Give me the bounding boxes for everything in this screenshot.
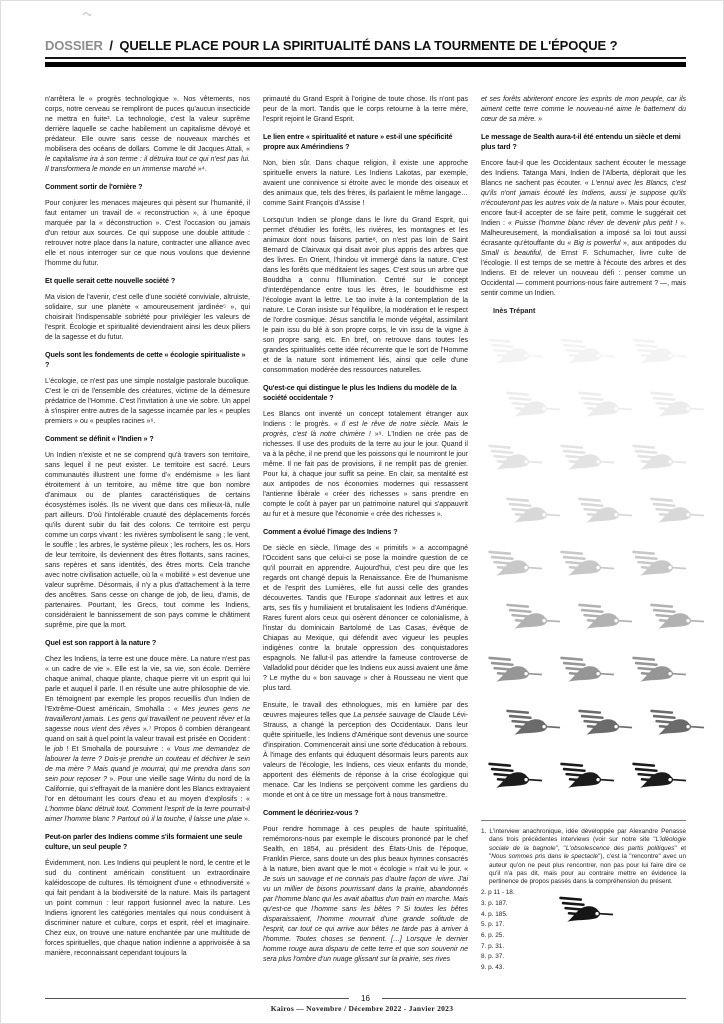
question-heading: Quel est son rapport à la nature ? [45, 638, 157, 647]
dossier-label: DOSSIER [45, 38, 103, 53]
body-paragraph: Pour rendre hommage à ces peuples de haute spiritualité, remémorons-nous par exemple le discours prononcé par le chef Sealth, en 1854, au président des États-Unis de l'époque, Franklin Pierce, sans doute un des plus beaux hymnes consacrés à la nature, bien avant que le mot « écologie » n'ait vu le jour. « Je suis un sauvage et ne connais pas d'autre façon de vivre. J'ai vu un millier de bisons pourrissant dans la prairie, abandonnés par l'homme blanc qui les avait abattus d'un train en marche. Mais qu'est-ce que l'homme sans les bêtes ? Si toutes les bêtes disparaissaient, l'homme mourrait d'une grande solitude de l'esprit, car tout ce qui arrive aux bêtes ne tarde pas à arriver à l'homme. Toutes choses se tiennent. […] Lorsque le dernier homme rouge aura disparu de cette terre et que son souvenir ne sera plus l'ombre d'un nuage glissant sur la prairie, ses rives [263, 826, 468, 963]
footnote-item: 5. p. 17. [481, 921, 505, 929]
body-paragraph: L'écologie, ce n'est pas une simple nostalgie pastorale bucolique. C'est le cri de l'ensemble des créatures, victime de la démesure prédatrice de l'Homme. C'est l'invitation à une vie sobre. Un appel à s'inspirer entre autres de la sagesse incarnée par les « peuples premiers » ou « peuples racines »⁶. [45, 378, 250, 425]
bird-icon [575, 387, 635, 421]
corner-print-mark-icon [82, 5, 92, 23]
bird-row [485, 546, 689, 580]
body-paragraph: Un Indien n'existe et ne se comprend qu'à travers son territoire, sans lequel il ne peut exister. Le territoire est sacré. Leurs communautés illustrent une forme d'« endémisme » les liant étroitement à un territoire, au même titre que bon nombre d'animaux ou de plantes caractéristiques de certains écosystèmes isolés. Ils ne vivent que dans ces milieux-là, nulle part ailleurs. D'où l'intolérable cruauté des déplacements forcés qu'ils durent subir du fait des colons. Ce territoire est perçu comme un corps vivant : les rivières symbolisent le sang ; le vent, le souffle ; les arbres, le système pileux ; les rochers, les os. Hors de leur territoire, ils deviennent des êtres flottants, sans racines, sans repères et sans identités, des êtres morts. Cela tranche avec notre civilisation actuelle, où la « mobilité » est devenue une valeur suprême. Désormais, il n'y a plus d'attachement à la terre des ancêtres. Sans cesse on change de job, de lieu, d'amis, de partenaires. Pourtant, les Grecs, tout comme les Indiens, considéraient le bannissement de son pays comme le châtiment suprême, pire que la mort. [45, 452, 250, 629]
question-heading: Comment se définit « l'Indien » ? [45, 434, 154, 443]
question-heading: Quels sont les fondements de cette « écologie spiritualiste » ? [45, 350, 246, 369]
bird-icon [503, 599, 563, 633]
question-heading: Le lien entre « spiritualité et nature » est-il une spécificité propre aux Amérindiens ? [263, 132, 453, 151]
footnote-item: 2. p 11 - 18. [481, 889, 515, 897]
article-title: QUELLE PLACE POUR LA SPIRITUALITÉ DANS LA TOURMENTE DE L'ÉPOQUE ? [119, 38, 618, 53]
body-paragraph: Les Blancs ont inventé un concept totalement étranger aux Indiens : le progrès. « Il est le rêve de notre siècle. Mais le progrès, c'est là notre chimère ! »⁹. L'Indien ne crée pas de richesses. Il use des produits de la terre au jour le jour. Quand il va à la pêche, il ne prend que les poissons qui le nourriront le jour même. Il ne fait pas de provisions, il ne remplit pas de grenier. Pour lui, à chaque jour suffit sa peine. En clair, sa mentalité est aux antipodes de nos économies modernes qui ressassent l'antienne libérale « créer des richesses » sans prendre en compte le coût à payer par un patrimoine naturel qui s'appauvrit au fur et à mesure que l'économie « crée des richesses ». [263, 411, 468, 518]
page-number-row [45, 994, 686, 1003]
footnote-item: 6. p. 25. [481, 931, 505, 939]
question-heading: Comment a évolué l'image des Indiens ? [263, 527, 398, 536]
bird-row [485, 758, 689, 792]
bird-row [503, 493, 707, 527]
question-heading: Comment sortir de l'ornière ? [45, 182, 143, 191]
body-paragraph: n'arrêtera le « progrès technologique ». Nos vêtements, nos corps, notre cerveau se rempliront de puces qu'aucun insecticide ne mettra en fuite³. La technologie, c'est la valeur suprême derrière laquelle se cache habilement un capitalisme dévoyé et prédateur. Elle ouvre sans cesse de nouveaux marchés et mobilisera des océans de dollars. Comme le dit Jacques Attali, « le capitalisme ira à son terme : il détruira tout ce qui n'est pas lui. Il transformera le monde en un immense marché »⁴. [45, 96, 250, 173]
bird-icon [503, 387, 563, 421]
body-paragraph: Encore faut-il que les Occidentaux sachent écouter le message des Indiens. Tatanga Mani, Indien de l'Alberta, déplorait que les Blancs ne sachent pas écouter. « L'ennui avec les Blancs, c'est qu'ils n'ont jamais écouté les Indiens, aussi je suppose qu'ils n'écouteront pas les autres voix de la nature ». Mais pour écouter, encore faut-il accepter de se faire petit, comme le suggérait cet Indien : « Puisse l'homme blanc rêver de devenir plus petit ! ». Malheureusement, la mondialisation a imposé sa loi tout aussi écrasante qu'étouffante du « Big is powerful », aux antipodes du Small is beautiful, de Ernst F. Schumacher, livre culte de l'écologie. Il est temps de se mettre à l'écoute des arbres et des Indiens. Et de relever un nouveau défi : penser comme un Occidental — comment pourrions-nous faire autrement ? —, mais sentir comme un Indien. [481, 160, 686, 297]
footnote-item: 7. p. 31. [481, 942, 505, 950]
footnote-item: 8. p. 37. [481, 953, 505, 961]
bird-icon [557, 652, 617, 686]
bird-icon [485, 440, 545, 474]
journal-issue-line: Kairos — Novembre / Décembre 2022 - Janvier 2023 [270, 1004, 454, 1013]
bird-icon [629, 334, 689, 368]
author-signature: Inès Trépant [493, 306, 536, 315]
body-paragraph: primauté du Grand Esprit à l'origine de toute chose. Ils n'ont pas peur de la mort. Tandis que le corps retourne à la terre mère, l'esprit rejoint le Grand Esprit. [263, 96, 468, 123]
footnote-divider [481, 820, 686, 821]
body-paragraph: Lorsqu'un Indien se plonge dans le livre du Grand Esprit, qui permet d'étudier les forêts, les rivières, les montagnes et les animaux dont nous faisons partie⁸, on n'est pas loin de Saint Bernard de Clairvaux qui disait avoir plus appris des arbres que des livres. En Orient, l'hindou vit immergé dans la nature. C'est dans les forêts que méditaient les sages. C'est sous un arbre que Bouddha a connu l'Illumination. Centré sur le concept d'interdépendance entre tous les êtres, le bouddhisme est l'écologie avant la lettre. Le tao invite à la contemplation de la nature. Le Coran insiste sur l'équilibre, la modération et le respect de l'ordre cosmique. Jésus sanctifia le monde végétal, assimilant le pain issu du blé à son propre corps, le vin issu de la vigne à son propre sang, etc. En bref, on retrouve dans toutes les grandes spiritualités cette idée récurrente que le sort de l'Homme et de la nature sont intimement liés, ainsi que celle d'une consommation modérée des ressources naturelles. [263, 217, 468, 374]
body-paragraph: Non, bien sûr. Dans chaque religion, il existe une approche spirituelle envers la nature. Les Indiens Lakotas, par exemple, avaient une connivence si étroite avec le monde des oiseaux et des animaux que, tels des frères, ils parlaient le même langage… comme Saint François d'Assise ! [263, 160, 468, 207]
bird-icon [485, 652, 545, 686]
bird-row [503, 599, 707, 633]
bird-icon [629, 758, 689, 792]
body-paragraph: Évidemment, non. Les Indiens qui peuplent le nord, le centre et le sud du continent américain constituent un extraordinaire kaléidoscope de cultures. Ils témoignent d'une « ethnodiversité » qui fait pendant à la biodiversité de la nature. Mais ils partagent un point commun : leur rapport fusionnel avec la nature. Les Indiens ignorent les catégories mentales qui nous conduisent à discriminer nature et culture, corps et esprit, réel et imaginaire. Chez eux, on trouve une nature enchantée par une multitude de forces spirituelles, que chaque nation indienne a apprivoisée à sa manière, reconnaissant cependant toujours la [45, 860, 250, 957]
bird-icon [629, 652, 689, 686]
bird-icon [647, 705, 707, 739]
bird-icon [557, 546, 617, 580]
footer-line-left [45, 998, 349, 999]
bird-icon [575, 599, 635, 633]
bird-icon [575, 493, 635, 527]
bird-row [485, 440, 689, 474]
body-paragraph: Chez les Indiens, la terre est une douce mère. La nature n'est pas « un cadre de vie ». Elle est la vie, sa vie, son école. Derrière chaque animal, chaque plante, chaque pierre vit un esprit qui lui parle et auquel il parle. Il en résulte une autre philosophie de vie. En témoignent par exemple les propos recueillis d'un Indien de l'Extrême-Ouest américain, Smohalla : « Mes jeunes gens ne travailleront jamais. Les gens qui travaillent ne peuvent rêver et la sagesse nous vient des rêves ».⁷ Propos ô combien dérangeant quand on sait à quel point la valeur travail est prisée en Occident : le job ! Et Smohalla de poursuivre : « Vous me demandez de labourer la terre ? Dois-je prendre un couteau et déchirer le sein de ma mère ? Mais quand je mourrai, qui me prendra dans son sein pour reposer ? ». Pour une vieille sage Wintu du nord de la Californie, qui s'effrayait de la manière dont les Blancs extrayaient l'or en détournant les cours d'eau et au moyen d'explosifs : « L'homme blanc détruit tout. Comment l'esprit de la terre pourrait-il aimer l'homme blanc ? Partout où il la touche, il laisse une plaie ». [45, 656, 251, 823]
bird-icon [557, 334, 617, 368]
bird-icon [485, 546, 545, 580]
page-number: 16 [361, 994, 370, 1003]
bird-icon [557, 440, 617, 474]
footnote-item: 1. L'interview anachronique, idée développée par Alexandre Penasse dans trois précédentes interviews (voir sur notre site "L'idéologie sociale de la bagnole", "L'obsolescence des partis politiques" et "Nous sommes pris dans le spectacle"), c'est la "rencontre" avec un auteur qu'on ne peut plus rencontrer, non pas pour lui faire dire ce qu'il n'a pas dit, mais pour au contraire mettre en évidence la pertinence de propos passés dans la compréhension du présent. [481, 828, 686, 886]
article-column-2 [263, 95, 468, 972]
bird-icon [485, 758, 545, 792]
article-column-1 [45, 95, 250, 966]
body-paragraph: Pour conjurer les menaces majeures qui pèsent sur l'humanité, il faut entamer un travail de « reconstruction », à une époque marquée par la « déconstruction ». C'est l'occasion ou jamais d'un retour aux sources. Ce qui suppose une double attitude : retrouver notre place dans la nature, contracter une alliance avec elle et nous interroger sur ce que nous voulons que devienne l'homme du futur. [45, 200, 250, 267]
footnote-item: 9. p. 43. [481, 964, 505, 972]
dossier-separator: / [109, 38, 113, 53]
bird-row [485, 334, 689, 368]
header-rule [45, 62, 686, 67]
bird-icon [647, 599, 707, 633]
bird-pattern [481, 334, 687, 812]
bird-icon [629, 546, 689, 580]
question-heading: Le message de Sealth aura-t-il été entendu un siècle et demi plus tard ? [481, 132, 681, 151]
body-paragraph: et ses forêts abriteront encore les esprits de mon peuple, car ils aiment cette terre comme le nouveau-né aime le battement du cœur de sa mère. » [481, 96, 686, 123]
bird-icon [485, 334, 545, 368]
article-column-3 [481, 95, 686, 316]
bird-icon [647, 493, 707, 527]
footer-line-right [382, 998, 686, 999]
footnote-item: 3. p. 187. [481, 899, 508, 907]
dossier-title-line [45, 38, 686, 59]
footnote-item: 4. p. 185. [481, 910, 508, 918]
body-paragraph: Ma vision de l'avenir, c'est celle d'une société conviviale, altruiste, solidaire, sur une planète « amoureusement jardinée⁵ », qui choisirait l'indispensable sobriété pour privilégier les valeurs de l'esprit. Écologie et spiritualité deviendraient ainsi les deux piliers de la sagesse et du futur. [45, 294, 250, 341]
question-heading: Comment le décririez-vous ? [263, 808, 359, 817]
bird-icon [503, 705, 563, 739]
bird-row [503, 705, 707, 739]
bird-icon [557, 758, 617, 792]
body-paragraph: De siècle en siècle, l'image des « primitifs » a accompagné l'Occident sans que celui-ci se pose la moindre question de ce qu'il pourrait en apprendre. Aujourd'hui, c'est peu dire que les regards ont changé depuis la Renaissance. Ère de l'humanisme et de l'esprit des Lumières, elle fut aussi celle des grandes découvertes. Tandis que l'Europe s'adonnait aux lettres et aux arts, ses fils y humiliaient et brutalisaient les Indiens d'Amérique. Rares furent alors ceux qui osèrent dénoncer ce colonialisme, à l'instar du dominicain Bartolomé de Las Casas, évêque de Chiapas au Mexique, qui défendit avec vigueur les peuples indigènes contre la brutale oppression des conquistadores espagnols. Ne fallut-il pas attendre la fameuse controverse de Valladolid pour décider que les Indiens eux aussi avaient une âme ? Le mythe du « bon sauvage » cher à Rousseau ne vient que plus tard. [263, 545, 468, 692]
question-heading: Qu'est-ce qui distingue le plus les Indiens du modèle de la société occidentale ? [263, 383, 457, 402]
bird-icon [575, 705, 635, 739]
page-header [45, 38, 686, 67]
question-heading: Peut-on parler des Indiens comme s'ils formaient une seule culture, un seul peuple ? [45, 832, 243, 851]
bird-row [503, 387, 707, 421]
single-bird-icon [556, 892, 616, 926]
bird-icon [647, 387, 707, 421]
bird-icon [503, 493, 563, 527]
question-heading: Et quelle serait cette nouvelle société ? [45, 276, 176, 285]
bird-row [485, 652, 689, 686]
body-paragraph: Ensuite, le travail des ethnologues, mis en lumière par des œuvres majeures telles que La pensée sauvage de Claude Lévi-Strauss, a changé la perception des Occidentaux. Dans leur quête spirituelle, les Indiens d'Amérique sont devenus une source d'inspiration. Commencerait ainsi une sorte d'éducation à rebours. À l'image des enfants qui éduquent désormais leurs parents aux valeurs de l'écologie, les Indiens, ces vieux enfants du monde, apportent des éléments de réponse à la crise écologique qui menace. Car les Indiens se perçoivent comme les gardiens du monde et ont à ce titre un message fort à nous transmettre. [263, 702, 469, 799]
bird-icon [629, 440, 689, 474]
